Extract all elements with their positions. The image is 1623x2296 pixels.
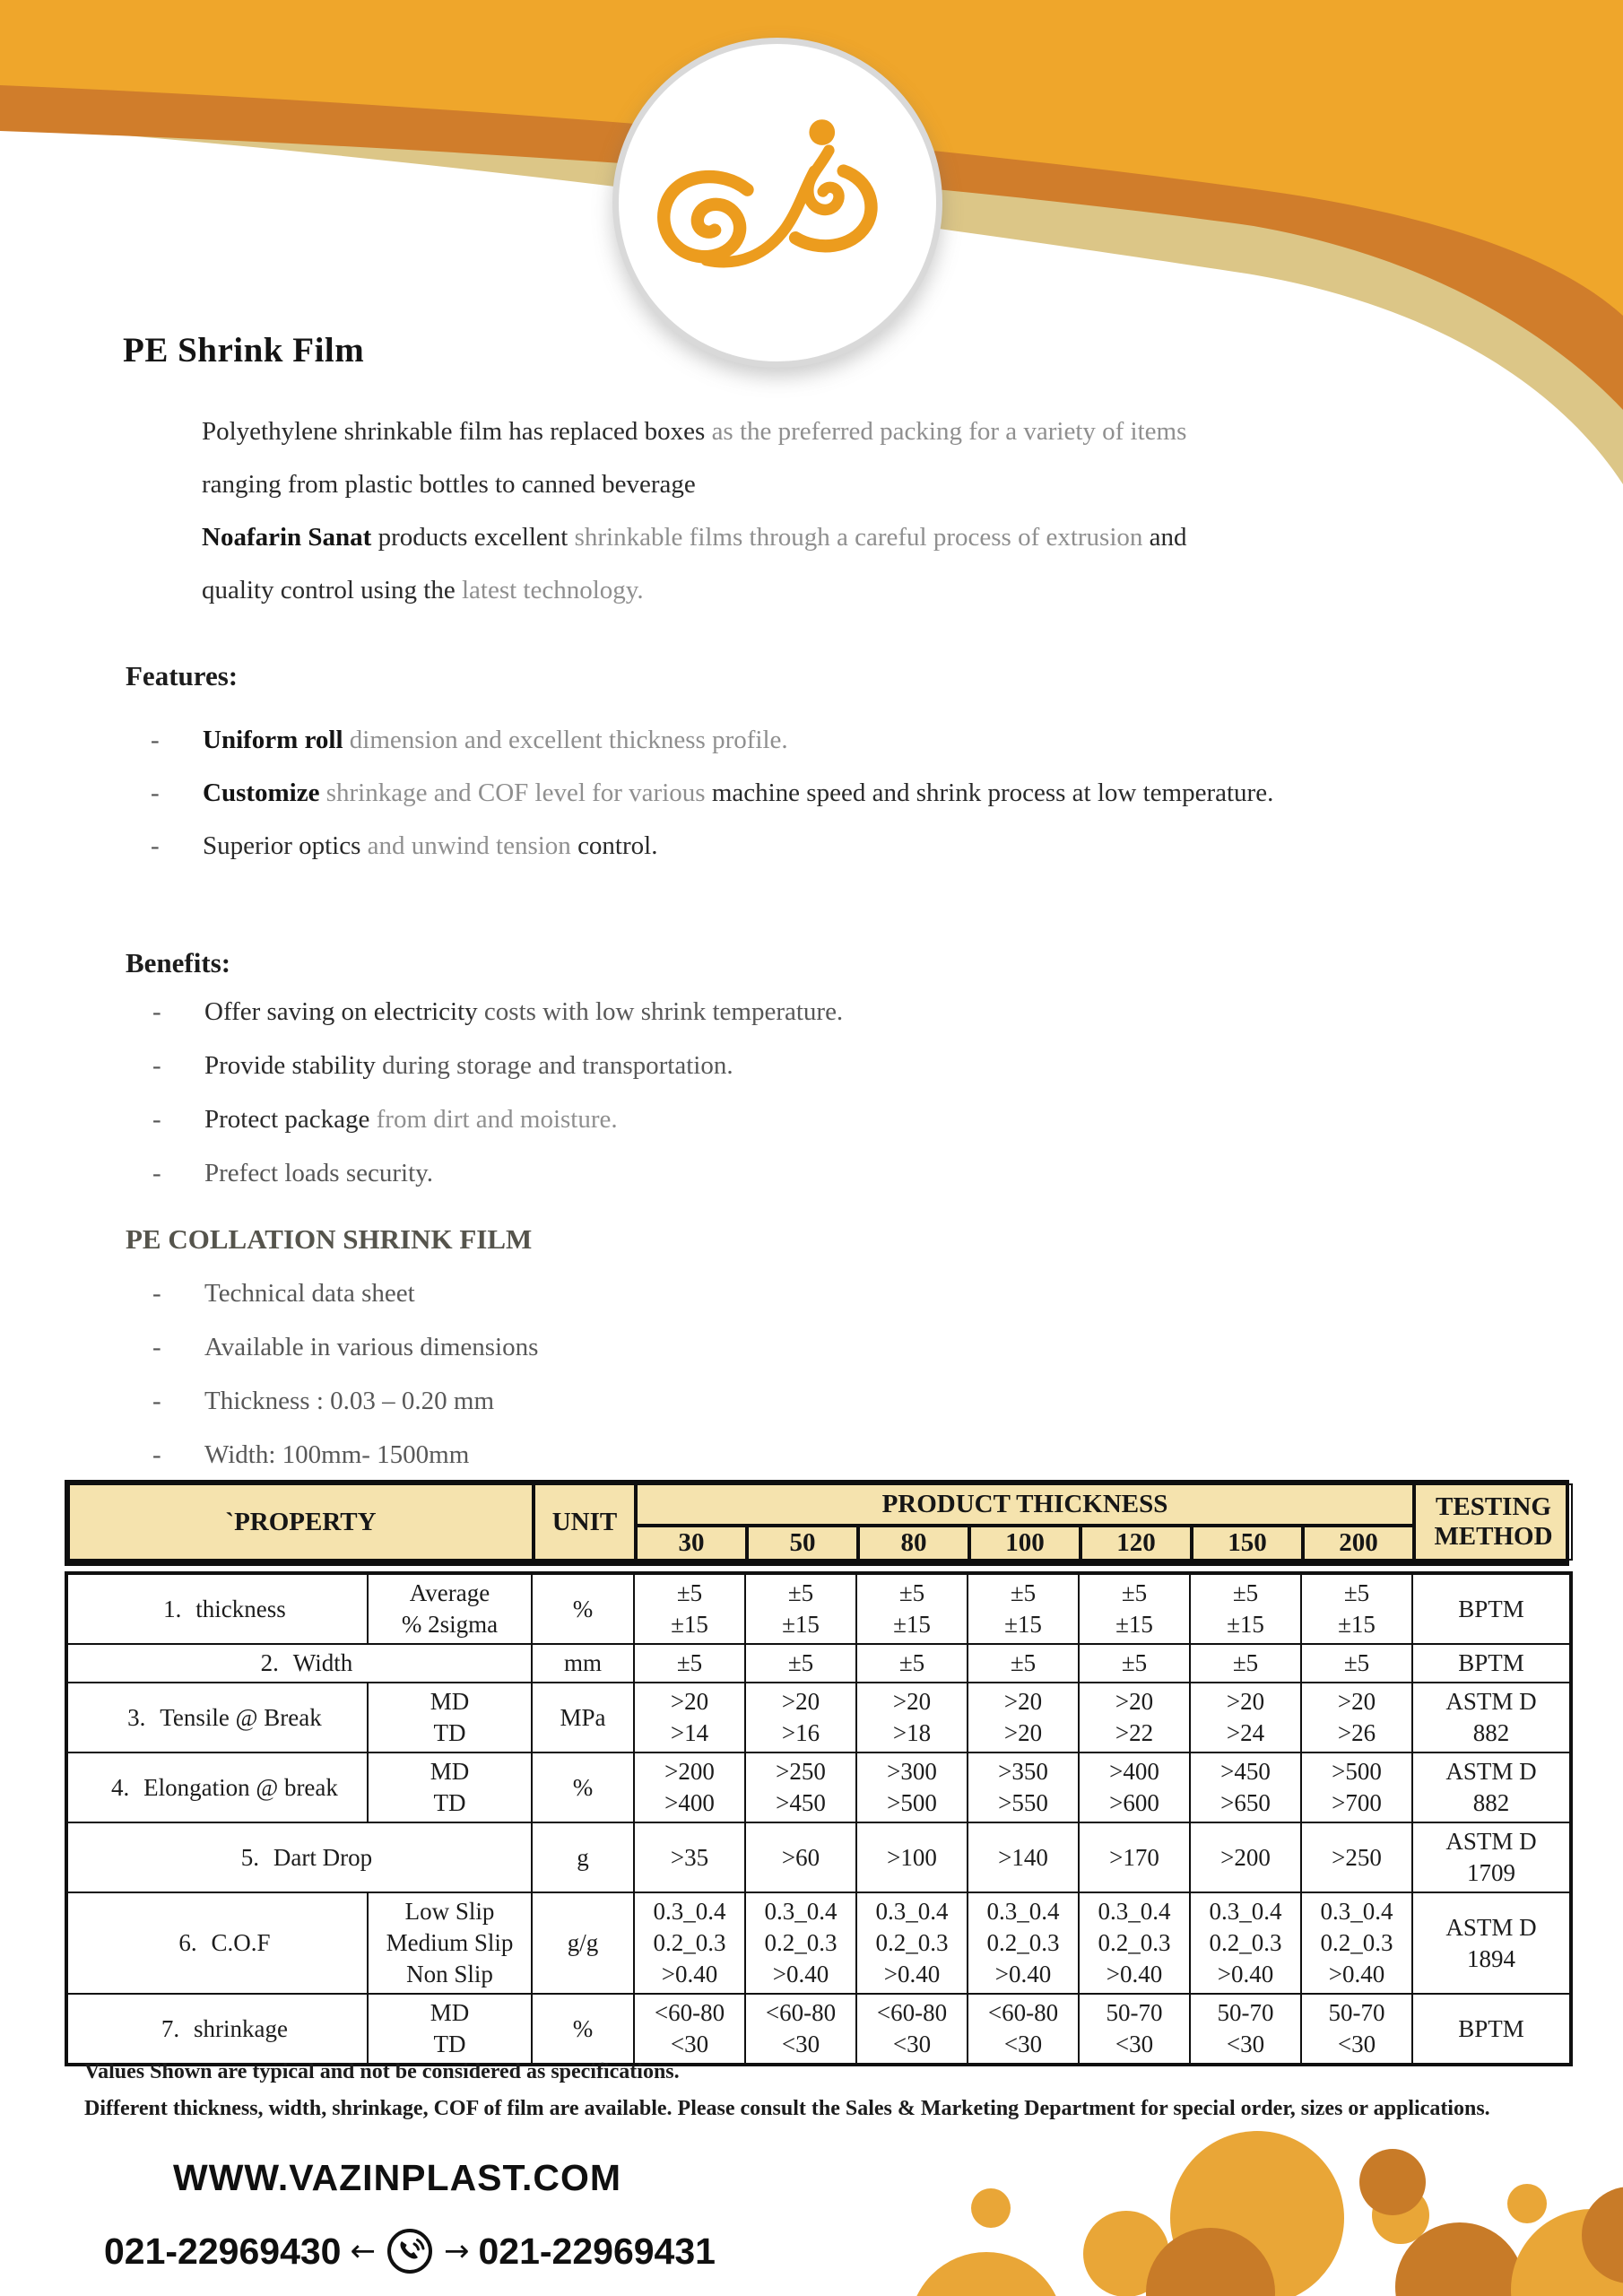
paragraph-line (202, 564, 1475, 617)
table-row (66, 1822, 1571, 1892)
text-segment: Offer saving on electricity (204, 997, 478, 1026)
thickness-col-header: 50 (747, 1526, 858, 1561)
bullet-text (204, 1092, 1435, 1146)
bullet-text (204, 1266, 1435, 1320)
list-item (152, 1428, 1435, 1482)
sub-property-cell: MD TD (368, 1752, 532, 1822)
text-segment: costs with low shrink temperature. (477, 997, 844, 1026)
testing-method-cell: ASTM D 882 (1412, 1752, 1571, 1822)
arrow-left-icon: ← (350, 2233, 376, 2269)
property-cell: 6. C.O.F (66, 1892, 368, 1994)
property-cell: 1. thickness (66, 1573, 368, 1644)
value-cell: >200 >400 (634, 1752, 745, 1822)
value-cell: >350 >550 (968, 1752, 1079, 1822)
bullet-text (204, 1374, 1435, 1428)
sub-property-cell: MD TD (368, 1994, 532, 2065)
value-cell: >60 (745, 1822, 856, 1892)
text-segment: quality control using the (202, 576, 456, 604)
value-cell: 0.3_0.4 0.2_0.3 >0.40 (745, 1892, 856, 1994)
phone-number-right: 021-22969431 (478, 2230, 716, 2272)
bullet-dash-icon: - (151, 778, 160, 807)
testing-method-cell: BPTM (1412, 1994, 1571, 2065)
spec-table (65, 1571, 1573, 2066)
text-segment: during storage and transportation. (375, 1051, 733, 1080)
value-cell: >20 >20 (968, 1683, 1079, 1752)
value-cell: ±5 ±15 (968, 1573, 1079, 1644)
features-list (151, 714, 1433, 873)
list-item (151, 767, 1433, 820)
bullet-text (203, 820, 1433, 873)
property-cell: 3. Tensile @ Break (66, 1683, 368, 1752)
bullet-dash-icon: - (152, 1440, 161, 1469)
value-cell: 0.3_0.4 0.2_0.3 >0.40 (1301, 1892, 1412, 1994)
text-segment: machine speed and shrink process at low temperature. (705, 778, 1274, 807)
text-segment: Uniform roll (203, 726, 343, 754)
property-cell: 2. Width (66, 1644, 532, 1683)
value-cell: >450 >650 (1190, 1752, 1301, 1822)
list-item (152, 1146, 1435, 1200)
value-cell: >20 >16 (745, 1683, 856, 1752)
value-cell: ±5 (968, 1644, 1079, 1683)
bullet-dash-icon: - (152, 1333, 161, 1361)
bullet-text (203, 714, 1433, 767)
bullet-text (204, 985, 1435, 1039)
col-header-product-thickness: PRODUCT THICKNESS (636, 1483, 1414, 1526)
value-cell: >100 (856, 1822, 968, 1892)
unit-cell: g/g (532, 1892, 634, 1994)
list-item (151, 820, 1433, 873)
bullet-dash-icon: - (152, 1387, 161, 1415)
paragraph-line (202, 405, 1475, 458)
unit-cell: % (532, 1752, 634, 1822)
text-segment: latest technology. (455, 576, 644, 604)
phone-circle-icon (385, 2226, 435, 2276)
text-segment: dimension and excellent thickness profile. (343, 726, 788, 754)
website-text: WWW.VAZINPLAST.COM (173, 2157, 622, 2198)
text-segment: Thickness : 0.03 – 0.20 mm (204, 1387, 495, 1415)
value-cell: >250 (1301, 1822, 1412, 1892)
list-item (152, 1374, 1435, 1428)
bullet-text (204, 1428, 1435, 1482)
text-segment: Noafarin Sanat (202, 523, 372, 552)
thickness-col-header: 200 (1303, 1526, 1414, 1561)
paragraph-line (202, 511, 1475, 564)
text-segment: ranging from plastic bottles to canned beverage (202, 470, 696, 499)
text-segment: products excellent (371, 523, 568, 552)
unit-cell: MPa (532, 1683, 634, 1752)
table-row (66, 1683, 1571, 1752)
text-segment: Protect package (204, 1105, 370, 1134)
arrow-right-icon: → (443, 2233, 470, 2269)
sub-property-cell: Average % 2sigma (368, 1573, 532, 1644)
thickness-col-header: 100 (969, 1526, 1081, 1561)
testing-method-cell: ASTM D 882 (1412, 1683, 1571, 1752)
bullet-text (204, 1146, 1435, 1200)
value-cell: ±5 (1079, 1644, 1190, 1683)
features-heading: Features: (126, 660, 239, 691)
list-item (152, 1039, 1435, 1092)
value-cell: ±5 (1190, 1644, 1301, 1683)
value-cell: >200 (1190, 1822, 1301, 1892)
text-segment: control. (570, 831, 658, 860)
footnote-line: Values Shown are typical and not be considered as specifications. (84, 2060, 680, 2083)
text-segment: Prefect loads security. (204, 1159, 433, 1187)
testing-method-cell: ASTM D 1709 (1412, 1822, 1571, 1892)
value-cell: 50-70 <30 (1079, 1994, 1190, 2065)
table-row (66, 1573, 1571, 1644)
testing-method-cell: BPTM (1412, 1573, 1571, 1644)
value-cell: ±5 ±15 (1190, 1573, 1301, 1644)
value-cell: 50-70 <30 (1301, 1994, 1412, 2065)
value-cell: <60-80 <30 (968, 1994, 1079, 2065)
value-cell: >250 >450 (745, 1752, 856, 1822)
logo-circle (612, 38, 942, 368)
bullet-dash-icon: - (152, 1051, 161, 1080)
value-cell: <60-80 <30 (856, 1994, 968, 2065)
spec-table-body (66, 1573, 1571, 2065)
list-item (151, 714, 1433, 767)
company-logo-swirl-icon (619, 44, 936, 361)
text-segment: Superior optics (203, 831, 361, 860)
sub-property-cell: MD TD (368, 1683, 532, 1752)
value-cell: 0.3_0.4 0.2_0.3 >0.40 (634, 1892, 745, 1994)
text-segment: Technical data sheet (204, 1279, 415, 1308)
value-cell: ±5 ±15 (745, 1573, 856, 1644)
intro-paragraph (202, 405, 1475, 617)
list-item (152, 1092, 1435, 1146)
value-cell: ±5 (856, 1644, 968, 1683)
list-item (152, 1320, 1435, 1374)
thickness-col-header: 150 (1192, 1526, 1303, 1561)
value-cell: ±5 (745, 1644, 856, 1683)
unit-cell: % (532, 1573, 634, 1644)
bullet-dash-icon: - (152, 1159, 161, 1187)
value-cell: ±5 (1301, 1644, 1412, 1683)
bullet-text (203, 767, 1433, 820)
list-item (152, 985, 1435, 1039)
list-item (152, 1266, 1435, 1320)
value-cell: ±5 ±15 (1301, 1573, 1412, 1644)
paragraph-line (202, 458, 1475, 511)
col-header-testing-method: TESTING METHOD (1414, 1483, 1573, 1561)
bullet-text (204, 1320, 1435, 1374)
text-segment: Available in various dimensions (204, 1333, 539, 1361)
thickness-col-header: 30 (636, 1526, 747, 1561)
collation-heading: PE COLLATION SHRINK FILM (126, 1223, 533, 1255)
bullet-dash-icon: - (151, 726, 160, 754)
spec-table-header (65, 1480, 1569, 1566)
value-cell: >300 >500 (856, 1752, 968, 1822)
bullet-dash-icon: - (152, 997, 161, 1026)
value-cell: >140 (968, 1822, 1079, 1892)
value-cell: >20 >22 (1079, 1683, 1190, 1752)
testing-method-cell: BPTM (1412, 1644, 1571, 1683)
text-segment: Customize (203, 778, 320, 807)
value-cell: ±5 ±15 (634, 1573, 745, 1644)
sub-property-cell: Low Slip Medium Slip Non Slip (368, 1892, 532, 1994)
value-cell: >20 >18 (856, 1683, 968, 1752)
unit-cell: g (532, 1822, 634, 1892)
value-cell: >20 >26 (1301, 1683, 1412, 1752)
value-cell: ±5 ±15 (856, 1573, 968, 1644)
col-header-property: `PROPERTY (68, 1483, 534, 1561)
property-cell: 5. Dart Drop (66, 1822, 532, 1892)
value-cell: <60-80 <30 (745, 1994, 856, 2065)
thickness-col-header: 80 (858, 1526, 969, 1561)
value-cell: 0.3_0.4 0.2_0.3 >0.40 (856, 1892, 968, 1994)
value-cell: >170 (1079, 1822, 1190, 1892)
value-cell: >500 >700 (1301, 1752, 1412, 1822)
bullet-dash-icon: - (152, 1105, 161, 1134)
benefits-list (152, 985, 1435, 1200)
text-segment: Polyethylene shrinkable film has replaced boxes (202, 417, 706, 446)
text-segment: as the preferred packing for a variety of items (705, 417, 1187, 446)
table-row (66, 1892, 1571, 1994)
collation-list (152, 1266, 1435, 1482)
value-cell: 0.3_0.4 0.2_0.3 >0.40 (968, 1892, 1079, 1994)
value-cell: >20 >24 (1190, 1683, 1301, 1752)
footnote-line: Different thickness, width, shrinkage, COF of film are available. Please consult the Sales & Marketing Department for special order, sizes or applications. (84, 2097, 1490, 2120)
value-cell: <60-80 <30 (634, 1994, 745, 2065)
page-title: PE Shrink Film (123, 331, 365, 370)
thickness-col-header: 120 (1081, 1526, 1192, 1561)
value-cell: ±5 ±15 (1079, 1573, 1190, 1644)
text-segment: and (1142, 523, 1187, 552)
table-row (66, 1752, 1571, 1822)
phone-row (104, 2226, 716, 2276)
value-cell: 0.3_0.4 0.2_0.3 >0.40 (1079, 1892, 1190, 1994)
value-cell: 50-70 <30 (1190, 1994, 1301, 2065)
value-cell: >20 >14 (634, 1683, 745, 1752)
unit-cell: mm (532, 1644, 634, 1683)
testing-method-cell: ASTM D 1894 (1412, 1892, 1571, 1994)
value-cell: >35 (634, 1822, 745, 1892)
footnotes (84, 2054, 1490, 2127)
value-cell: ±5 (634, 1644, 745, 1683)
text-segment: shrinkable films through a careful process of extrusion (568, 523, 1143, 552)
bullet-dash-icon: - (152, 1279, 161, 1308)
property-cell: 4. Elongation @ break (66, 1752, 368, 1822)
unit-cell: % (532, 1994, 634, 2065)
value-cell: >400 >600 (1079, 1752, 1190, 1822)
bullet-dash-icon: - (151, 831, 160, 860)
benefits-heading: Benefits: (126, 947, 231, 978)
table-row (66, 1644, 1571, 1683)
text-segment: shrinkage and COF level for various (319, 778, 706, 807)
value-cell: 0.3_0.4 0.2_0.3 >0.40 (1190, 1892, 1301, 1994)
property-cell: 7. shrinkage (66, 1994, 368, 2065)
text-segment: and unwind tension (360, 831, 571, 860)
text-segment: from dirt and moisture. (369, 1105, 618, 1134)
bullet-text (204, 1039, 1435, 1092)
col-header-unit: UNIT (534, 1483, 636, 1561)
text-segment: Provide stability (204, 1051, 376, 1080)
text-segment: Width: 100mm- 1500mm (204, 1440, 470, 1469)
phone-number-left: 021-22969430 (104, 2230, 342, 2272)
